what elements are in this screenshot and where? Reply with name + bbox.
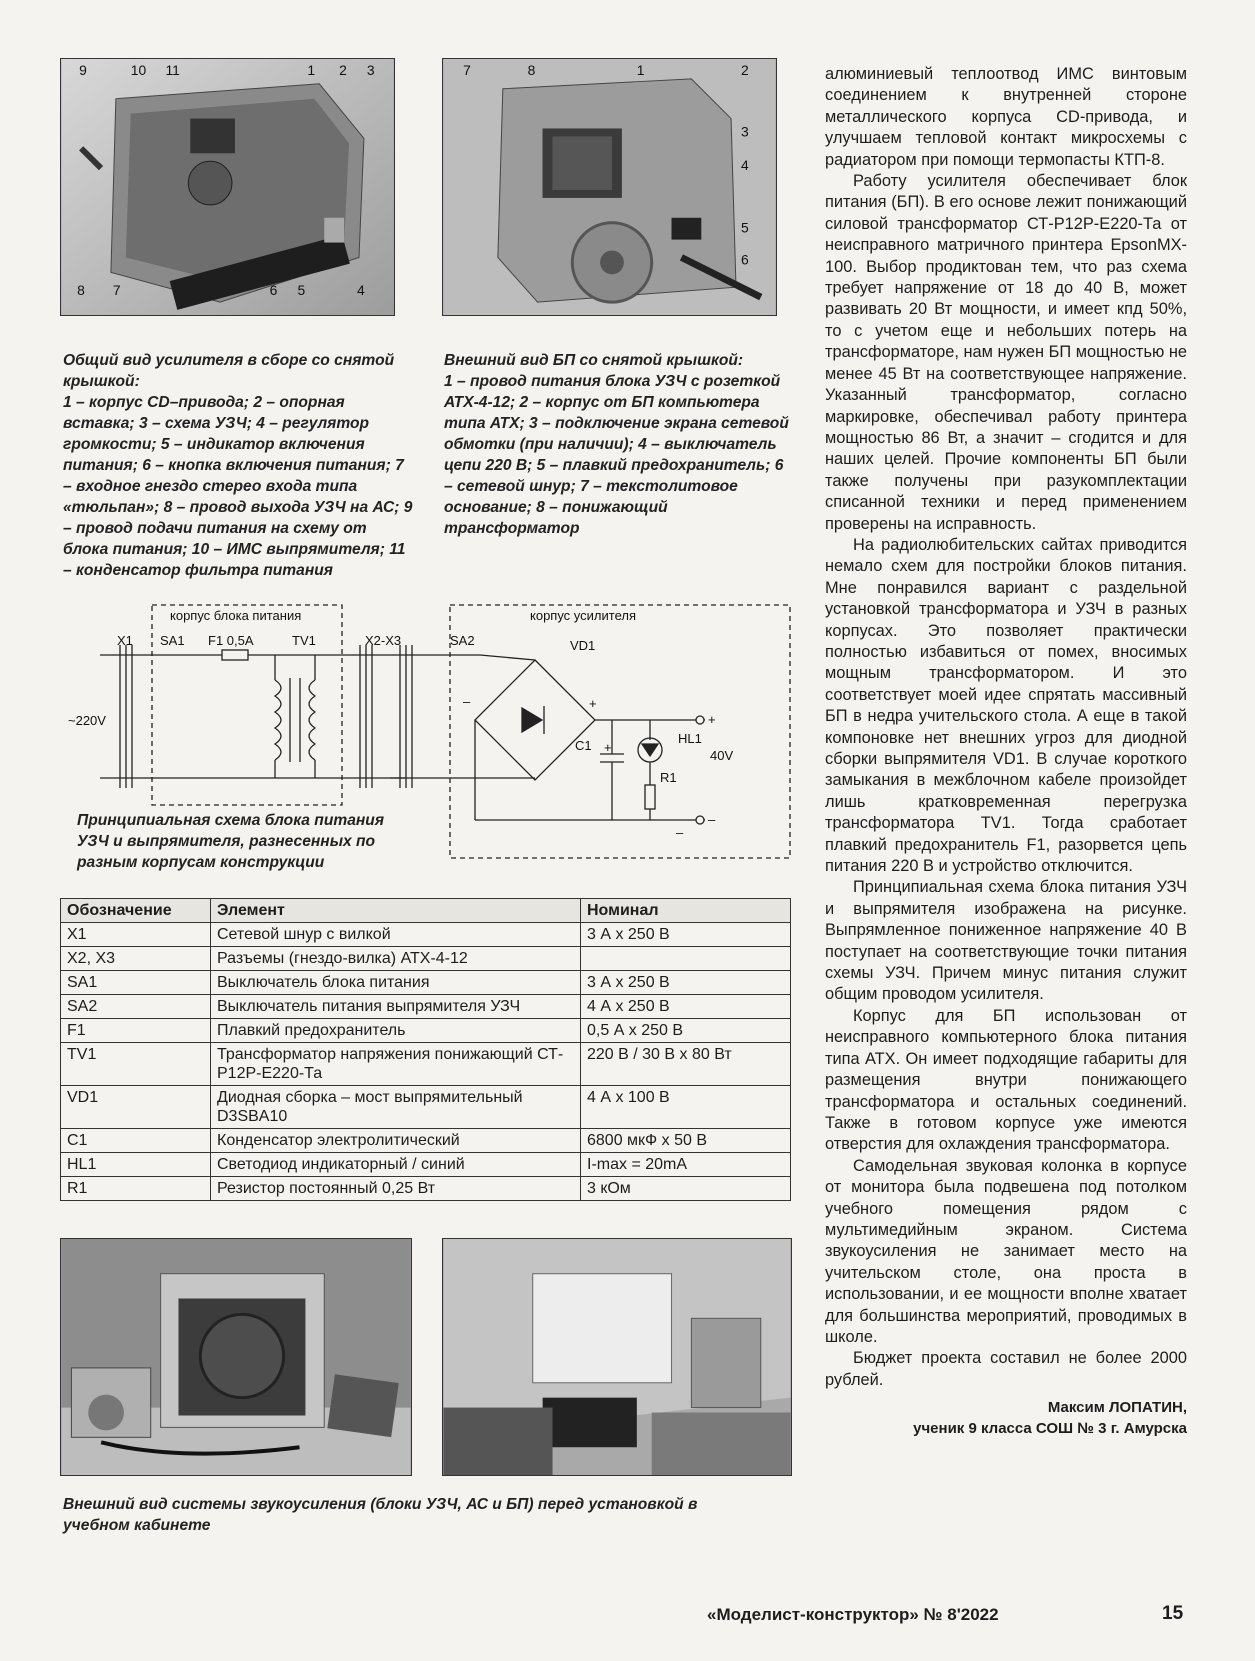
sa1-label: SA1	[160, 633, 185, 648]
table-row	[61, 1043, 791, 1086]
cell-value: 4 А х 100 В	[581, 1086, 791, 1129]
bottom-caption: Внешний вид системы звукоусиления (блоки УЗЧ, АС и БП) перед установкой в учебном кабинете	[63, 1496, 698, 1534]
amp-label-10: 10	[130, 61, 147, 78]
cell-element: Светодиод индикаторный / синий	[211, 1153, 581, 1177]
author-role: ученик 9 класса СОШ № 3 г. Амурска	[913, 1420, 1187, 1438]
hl1-label: HL1	[678, 731, 702, 746]
table-row	[61, 995, 791, 1019]
cell-element: Диодная сборка – мост выпрямительный D3SBA10	[211, 1086, 581, 1129]
table-row	[61, 923, 791, 947]
psu-label-5: 5	[740, 219, 749, 236]
tv1-label: TV1	[292, 633, 316, 648]
psu-label-8: 8	[527, 61, 536, 78]
x1-label: X1	[117, 633, 133, 648]
mains-voltage-label: ~220V	[68, 713, 106, 728]
output-voltage-label: 40V	[710, 748, 734, 763]
psu-caption-body: 1 – провод питания блока УЗЧ с розеткой АТХ-4-12; 2 – корпус от БП компьютера типа АТХ; 3 – подключение экрана сетевой обмотки (при наличии); 4 – выключатель цепи 220 В; 5 – плавкий предохранитель; 6 – сетевой шнур; 7 – текстолитовое основание; 8 – понижающий трансформатор	[444, 373, 789, 537]
table-row	[61, 1177, 791, 1201]
cell-value: 3 А х 250 В	[581, 923, 791, 947]
psu-label-7: 7	[463, 61, 471, 78]
cell-value: 220 В / 30 В х 80 Вт	[581, 1043, 791, 1086]
table-row	[61, 1129, 791, 1153]
amp-label-11: 11	[165, 61, 180, 78]
header-element: Элемент	[211, 899, 581, 923]
sa2-label: SA2	[450, 633, 475, 648]
c1-label: C1	[575, 738, 592, 753]
article-paragraph: На радиолюбительских сайтах приводится немало схем для постройки блоков питания. Мне понравился вариант с раздельной установкой трансформатора и УЗЧ в разных корпусах. Это позволяет практически полностью избавиться от помех, вносимых мощным трансформатором. И это соответствует моей идее спрятать массивный БП в недра учительского стола. А еще в такой компоновке нет внешних угроз для диодной сборки выпрямителя VD1. В случае короткого замыкания в межблочном кабеле произойдет лишь кратковременная перегрузка трансформатора TV1. Тогда сработает плавкий предохранитель F1, разорвется цепь питания 220 В и устройство отключится.	[825, 535, 1187, 876]
cell-designation: SA1	[61, 971, 211, 995]
bridge-plus-sign: +	[589, 696, 597, 711]
f1-label: F1 0,5A	[208, 633, 254, 648]
cell-element: Резистор постоянный 0,25 Вт	[211, 1177, 581, 1201]
cell-element: Выключатель питания выпрямителя УЗЧ	[211, 995, 581, 1019]
output-plus-sign: +	[708, 712, 716, 727]
cell-designation: X2, X3	[61, 947, 211, 971]
cell-value: 3 А х 250 В	[581, 971, 791, 995]
header-designation: Обозначение	[61, 899, 211, 923]
amplifier-caption	[63, 350, 413, 581]
psu-label-3: 3	[740, 123, 749, 140]
output-minus-sign: –	[708, 812, 716, 827]
components-table	[60, 898, 791, 1201]
amplifier-photo	[60, 58, 395, 316]
amp-box-label: корпус усилителя	[530, 608, 636, 623]
cell-designation: VD1	[61, 1086, 211, 1129]
author-name: Максим ЛОПАТИН,	[1047, 1399, 1187, 1417]
table-row	[61, 971, 791, 995]
header-value: Номинал	[581, 899, 791, 923]
bridge-minus-sign: –	[463, 694, 471, 709]
cell-element: Трансформатор напряжения понижающий СТ-Р12Р-Е220-Та	[211, 1043, 581, 1086]
table-row	[61, 1019, 791, 1043]
amplifier-caption-body: 1 – корпус CD–привода; 2 – опорная вставка; 3 – схема УЗЧ; 4 – регулятор громкости; 5 – индикатор включения питания; 6 – кнопка включения питания; 7 – входное гнездо стерео входа типа «тюльпан»; 8 – провод выхода УЗЧ на АС; 9 – провод подачи питания на схему от блока питания; 10 – ИМС выпрямителя; 11 – конденсатор фильтра питания	[63, 394, 413, 579]
article-paragraph: Самодельная звуковая колонка в корпусе от монитора была подвешена под потолком учебного помещения рядом с мультимедийным экраном. Система звукоусиления не занимает место на учительском столе, она проста в использовании, и ее мощности вполне хватает для большинства мероприятий, проводимых в школе.	[825, 1156, 1187, 1346]
amp-label-8: 8	[77, 282, 85, 299]
amp-label-4: 4	[356, 282, 365, 299]
cell-element: Сетевой шнур с вилкой	[211, 923, 581, 947]
page-number: 15	[1162, 1603, 1184, 1624]
amp-label-6: 6	[269, 282, 278, 299]
psu-caption	[444, 350, 792, 539]
article-paragraph: Принципиальная схема блока питания УЗЧ и выпрямителя изображена на рисунке. Выпрямленное пониженное напряжение 40 В поступает на соответствующие точки питания схемы УЗЧ. Причем минус питания служит общим проводом усилителя.	[825, 878, 1187, 1004]
cell-value	[581, 947, 791, 971]
article-paragraph: Корпус для БП использован от неисправного компьютерного блока питания типа АТХ. Он имеет подходящие габариты для размещения внутри понижающего трансформатора и остальных соединений. Также в готовом корпусе уже имеются отверстия для охлаждения трансформатора.	[825, 1006, 1187, 1154]
vd1-label: VD1	[570, 638, 596, 653]
psu-label-1: 1	[636, 61, 645, 78]
psu-label-2: 2	[740, 61, 749, 78]
table-row	[61, 947, 791, 971]
table-row	[61, 1153, 791, 1177]
capacitor-plus-sign: +	[604, 740, 612, 755]
cell-element: Плавкий предохранитель	[211, 1019, 581, 1043]
cell-value: 3 кОм	[581, 1177, 791, 1201]
amp-label-3: 3	[366, 61, 375, 78]
amplifier-caption-title: Общий вид усилителя в сборе со снятой крышкой:	[63, 352, 395, 390]
table-row	[61, 1086, 791, 1129]
cell-designation: SA2	[61, 995, 211, 1019]
x2-x3-label: X2-X3	[365, 633, 402, 648]
cell-designation: R1	[61, 1177, 211, 1201]
amp-label-7: 7	[112, 282, 121, 299]
cell-designation: F1	[61, 1019, 211, 1043]
cell-element: Конденсатор электролитический	[211, 1129, 581, 1153]
schematic-caption: Принципиальная схема блока питания УЗЧ и выпрямителя, разнесенных по разным корпусам конструкции	[77, 812, 385, 871]
article-paragraph: Работу усилителя обеспечивает блок питания (БП). В его основе лежит понижающий силовой трансформатор СТ-Р12Р-Е220-Та от неисправного матричного принтера EpsonMX-100. Выбор продиктован тем, что раз схема требует напряжение от 18 до 40 В, может развивать 20 Вт мощности, и имеет кпд 50%, то с учетом еще и небольших потерь на трансформаторе, нам нужен БП мощностью не менее 45 Вт на соответствующее напряжение. Указанный трансформатор, согласно маркировке, обеспечивал работу принтера мощностью 86 Вт, а значит – сгодится и для наших целей. Прочие компоненты БП были также получены при разукомплектации списанной техники и перед применением проверены на исправность.	[825, 172, 1187, 533]
cell-designation: X1	[61, 923, 211, 947]
article-paragraph: алюминиевый теплоотвод ИМС винтовым соединением к внутренней стороне металлического корпуса CD-привода, и улучшаем тепловой контакт микросхемы с радиатором при помощи термопасты КТП-8.	[825, 65, 1187, 169]
r1-label: R1	[660, 770, 677, 785]
psu-label-6: 6	[740, 251, 749, 268]
psu-caption-title: Внешний вид БП со снятой крышкой:	[444, 352, 744, 369]
classroom-photo	[442, 1238, 792, 1476]
amp-label-1: 1	[307, 61, 316, 78]
cell-element: Разъемы (гнездо-вилка) АТХ-4-12	[211, 947, 581, 971]
cell-designation: C1	[61, 1129, 211, 1153]
table-header-row	[61, 899, 791, 923]
psu-label-4: 4	[740, 157, 749, 174]
cell-designation: HL1	[61, 1153, 211, 1177]
amp-label-5: 5	[297, 282, 306, 299]
magazine-title: «Моделист-конструктор» № 8'2022	[707, 1605, 999, 1624]
cell-value: 4 А х 250 В	[581, 995, 791, 1019]
psu-box-label: корпус блока питания	[170, 608, 302, 623]
system-photo	[60, 1238, 412, 1476]
cell-designation: TV1	[61, 1043, 211, 1086]
cell-value: 0,5 А х 250 В	[581, 1019, 791, 1043]
psu-photo	[442, 58, 777, 316]
amp-label-2: 2	[339, 61, 347, 78]
amp-label-9: 9	[79, 61, 87, 78]
article-paragraph: Бюджет проекта составил не более 2000 рублей.	[825, 1349, 1187, 1389]
ground-minus-sign: –	[676, 825, 684, 840]
cell-element: Выключатель блока питания	[211, 971, 581, 995]
cell-value: 6800 мкФ х 50 В	[581, 1129, 791, 1153]
article-column	[825, 64, 1187, 1439]
cell-value: I-max = 20mA	[581, 1153, 791, 1177]
